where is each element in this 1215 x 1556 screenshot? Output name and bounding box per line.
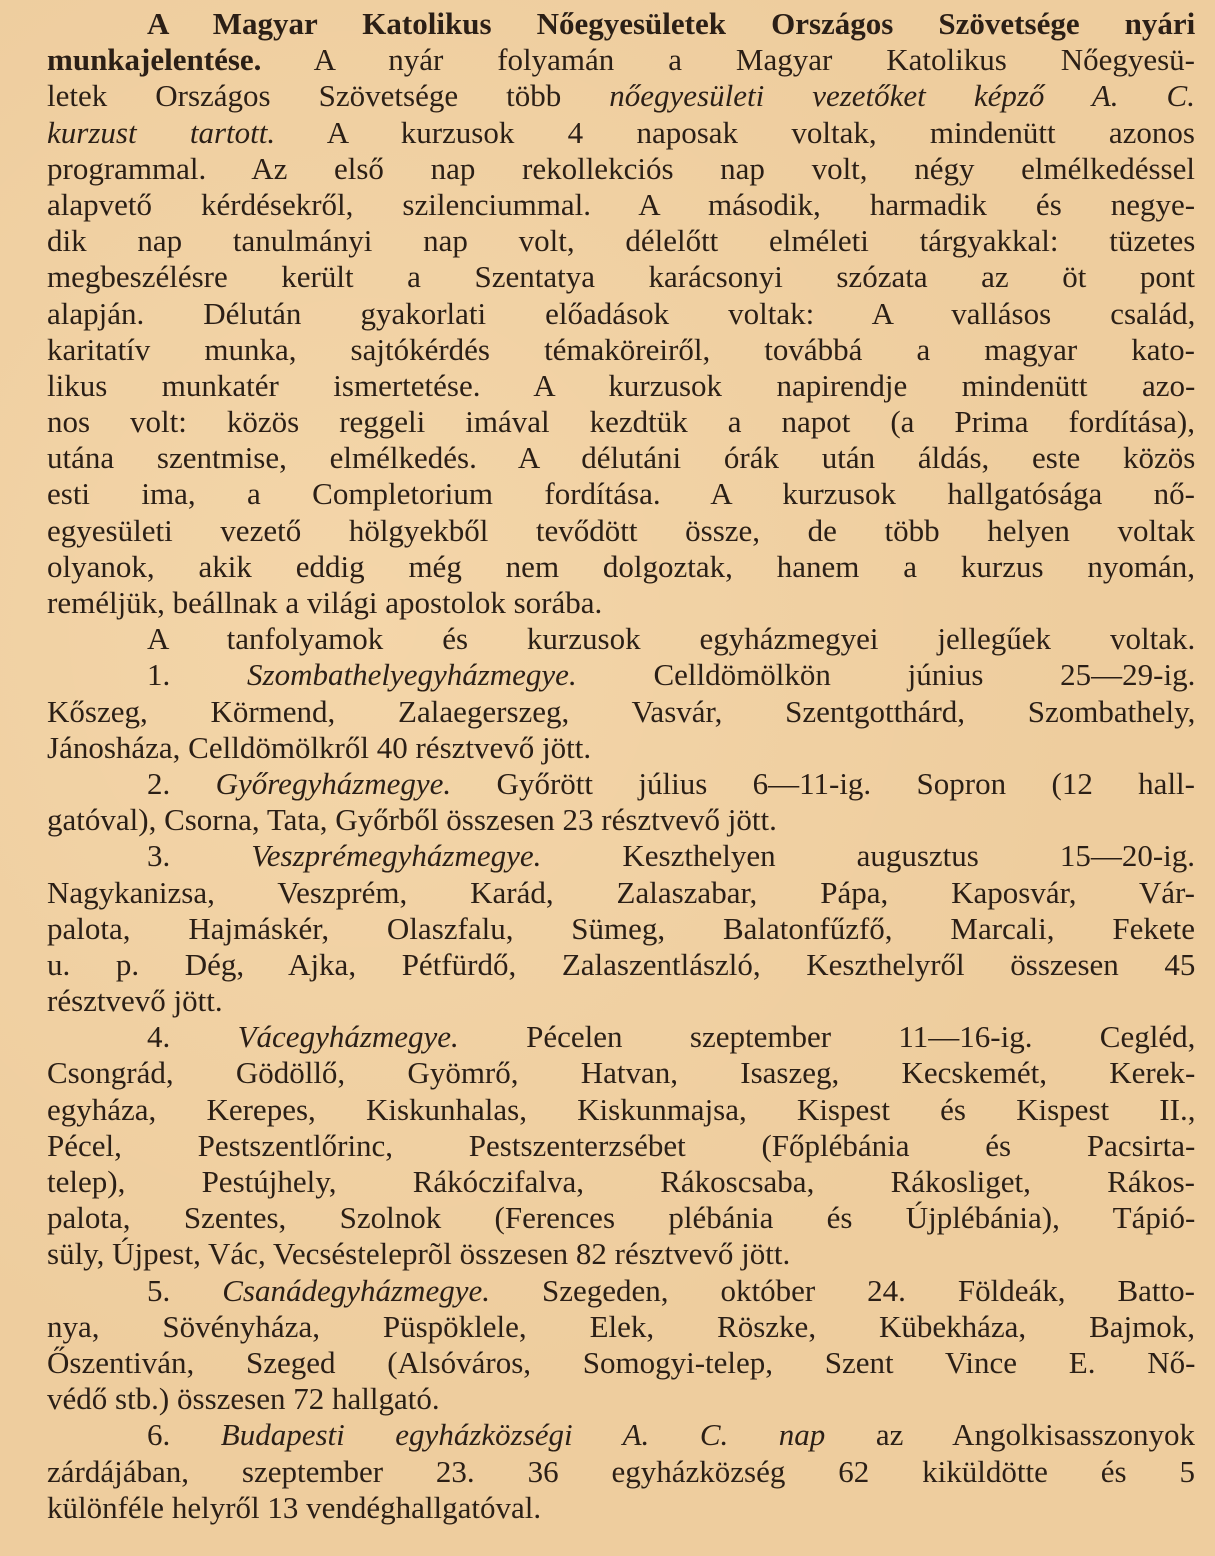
text-run: Celldömölkön június 25—29-ig. [576,657,1196,693]
text-run: alapvető kérdésekről, szilenciummal. A második, harmadik és negye- [47,186,1196,222]
text-run: nya, Sövényháza, Püspöklele, Elek, Röszke, Kübekháza, Bajmok, [47,1308,1195,1344]
document-page [47,6,1195,1526]
text-run: palota, Szentes, Szolnok (Ferences plébánia és Újplébánia), Tápió- [47,1200,1196,1236]
text-line [47,1236,1195,1272]
text-line [47,657,1195,693]
text-line [47,151,1195,187]
text-line [47,223,1195,259]
text-run: zárdájában, szeptember 23. 36 egyházközség 62 kiküldötte és 5 [47,1453,1195,1489]
text-run: Pécelen szeptember 11—16-ig. Cegléd, [458,1019,1196,1055]
text-run: Őszentiván, Szeged (Alsóváros, Somogyi-telep, Szent Vince E. Nő- [47,1344,1196,1380]
text-line [47,1055,1195,1091]
text-line [47,368,1195,404]
text-run: Kőszeg, Körmend, Zalaegerszeg, Vasvár, Szentgotthárd, Szombathely, [47,693,1196,729]
text-run: telep), Pestújhely, Rákóczifalva, Rákoscsaba, Rákosliget, Rákos- [47,1164,1195,1199]
text-run: olyanok, akik eddig még nem dolgoztak, hanem a kurzus nyomán, [47,548,1196,584]
text-run: egyháza, Kerepes, Kiskunhalas, Kiskunmajsa, Kispest és Kispest II., [47,1091,1196,1127]
text-run: Keszthelyen augusztus 15—20-ig. [541,838,1196,874]
text-run: Győrött július 6—11-ig. Sopron (12 hall- [451,765,1195,801]
text-run: 1. [147,657,247,693]
text-line [47,1417,1195,1453]
text-run: Szegeden, október 24. Földeák, Batto- [489,1272,1195,1308]
text-run: A kurzusok 4 naposak voltak, mindenütt azonos [275,114,1195,150]
text-run: A tanfolyamok és kurzusok egyházmegyei jellegűek voltak. [147,621,1196,657]
text-line [47,694,1195,730]
text-line [47,1164,1195,1200]
text-run: Csongrád, Gödöllő, Gyömrő, Hatvan, Isaszeg, Kecskemét, Kerek- [47,1055,1196,1091]
text-line [47,259,1195,295]
italic-text: nőegyesületi vezetőket képző A. C. [609,78,1195,114]
bold-text: A Magyar Katolikus Nőegyesületek Országos Szövetsége nyári [147,6,1196,41]
text-run: alapján. Délután gyakorlati előadások voltak: A vallásos család, [47,295,1196,331]
text-line [47,1128,1195,1164]
text-line [47,766,1195,802]
text-run: palota, Hajmáskér, Olaszfalu, Sümeg, Balatonfűzfő, Marcali, Fekete [47,910,1195,946]
text-line [47,1200,1195,1236]
text-line [47,296,1195,332]
italic-text: Csanádegyházmegye. [222,1272,490,1308]
text-line [47,513,1195,549]
text-run: 4. [147,1019,238,1055]
text-line [47,621,1195,657]
text-run: karitatív munka, sajtókérdés témaköreiről, továbbá a magyar kato- [47,331,1195,367]
text-line [47,947,1195,983]
text-run: Jánosháza, Celldömölkről 40 résztvevő jött. [47,729,592,765]
text-run: programmal. Az első nap rekollekciós nap volt, négy elmélkedéssel [47,150,1195,186]
text-run: egyesületi vezető hölgyekből tevődött össze, de több helyen voltak [47,512,1196,548]
italic-text: Vácegyházmegye. [237,1019,459,1055]
text-line [47,1381,1195,1417]
text-run: Nagykanizsa, Veszprém, Karád, Zalaszabar, Pápa, Kaposvár, Vár- [47,874,1195,910]
text-run: A nyár folyamán a Magyar Katolikus Nőegyesü- [261,42,1195,78]
bold-text: munkajelentése. [47,42,262,78]
text-line [47,911,1195,947]
text-run: dik nap tanulmányi nap volt, délelőtt elméleti tárgyakkal: tüzetes [47,223,1196,259]
text-run: nos volt: közös reggeli imával kezdtük a napot (a Prima fordítása), [47,404,1195,440]
text-line [47,476,1195,512]
text-line [47,875,1195,911]
text-line [47,1345,1195,1381]
text-run: résztvevő jött. [47,983,223,1019]
text-line [47,838,1195,874]
text-run: süly, Újpest, Vác, Vecsésteleprõl összesen 82 résztvevő jött. [47,1236,791,1272]
text-line [47,1454,1195,1490]
text-line [47,1092,1195,1128]
text-line [47,115,1195,151]
text-run: különféle helyről 13 vendéghallgatóval. [47,1489,542,1525]
text-run: 3. [147,838,252,874]
text-run: letek Országos Szövetsége több [47,78,610,114]
text-line [47,730,1195,766]
text-run: megbeszélésre került a Szentatya karácsonyi szózata az öt pont [47,259,1195,295]
text-line [47,585,1195,621]
text-line [47,549,1195,585]
text-run: reméljük, beállnak a világi apostolok sorába. [47,585,603,620]
text-run: 2. [147,765,216,801]
text-line [47,802,1195,838]
text-run: utána szentmise, elmélkedés. A délutáni órák után áldás, este közös [47,440,1196,476]
text-line [47,404,1195,440]
text-line [47,1019,1195,1055]
text-line [47,187,1195,223]
italic-text: Budapesti egyházközségi A. C. nap [220,1417,826,1453]
text-line [47,983,1195,1019]
italic-text: Győregyházmegye. [215,765,452,801]
text-run: az Angolkisasszonyok [825,1417,1195,1453]
text-run: u. p. Dég, Ajka, Pétfürdő, Zalaszentlászló, Keszthelyről összesen 45 [47,946,1196,982]
text-run: 5. [147,1272,223,1308]
text-run: gatóval), Csorna, Tata, Győrből összesen 23 résztvevő jött. [47,802,777,838]
text-run: 6. [147,1417,221,1453]
text-run: védő stb.) összesen 72 hallgató. [47,1381,440,1417]
text-run: likus munkatér ismertetése. A kurzusok napirendje mindenütt azo- [47,367,1196,403]
text-line [47,440,1195,476]
italic-text: kurzust tartott. [47,114,276,150]
text-line [47,42,1195,78]
italic-text: Veszprémegyházmegye. [251,838,542,874]
text-line [47,1309,1195,1345]
text-run: esti ima, a Completorium fordítása. A kurzusok hallgatósága nő- [47,476,1195,512]
text-line [47,332,1195,368]
text-line [47,1273,1195,1309]
text-line [47,1490,1195,1526]
italic-text: Szombathelyegyházmegye. [247,657,577,693]
text-line [47,6,1195,42]
text-run: Pécel, Pestszentlőrinc, Pestszenterzsébet (Főplébánia és Pacsirta- [47,1127,1196,1163]
text-line [47,78,1195,114]
